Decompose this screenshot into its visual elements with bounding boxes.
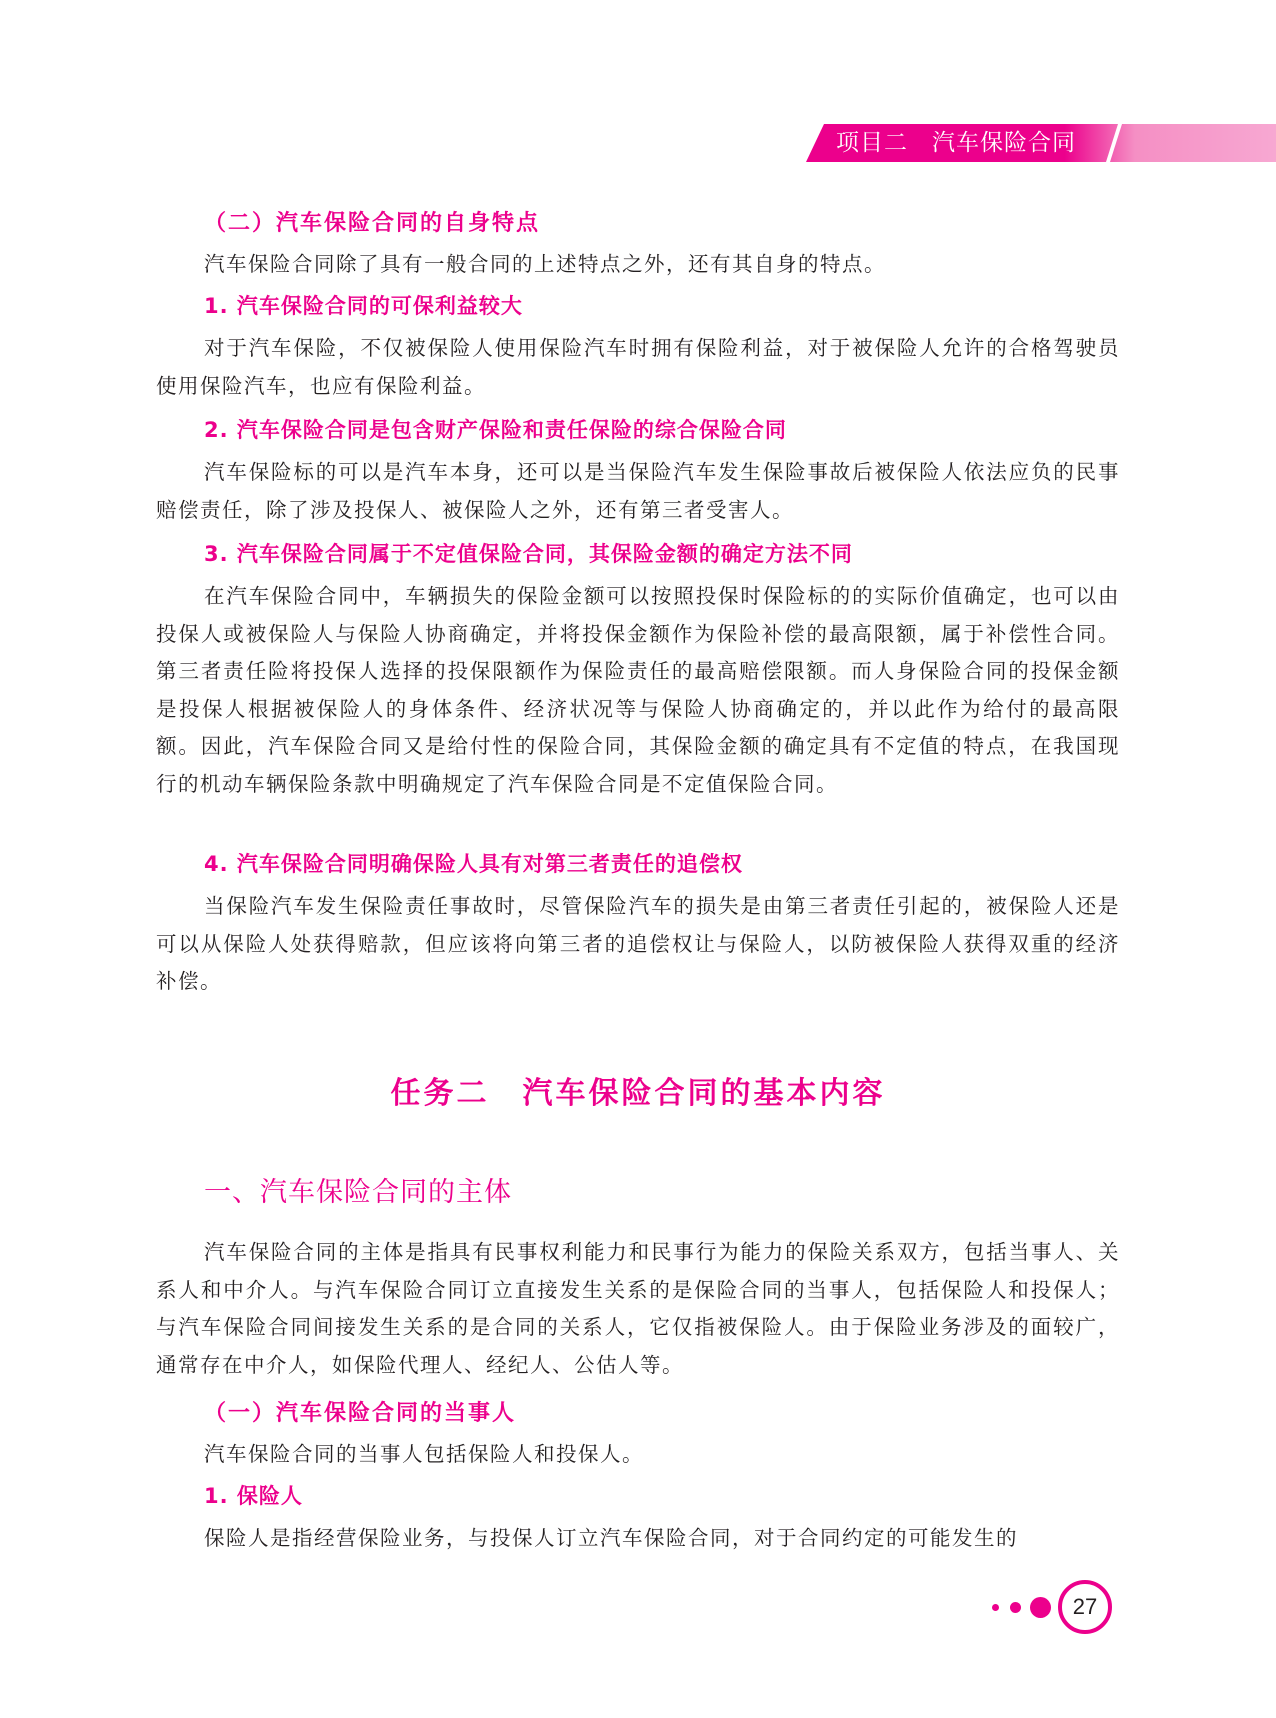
page-number: 27 [1058, 1580, 1112, 1634]
section-title-1: 一、汽车保险合同的主体 [204, 1177, 512, 1208]
page-dot-large-icon [1030, 1597, 1051, 1618]
point-3-title: 3. 汽车保险合同属于不定值保险合同，其保险金额的确定方法不同 [204, 542, 853, 566]
item-1-text: 保险人是指经营保险业务，与投保人订立汽车保险合同，对于合同约定的可能发生的 [204, 1526, 1018, 1550]
item-1-title: 1. 保险人 [204, 1484, 303, 1508]
subsection-intro: 汽车保险合同除了具有一般合同的上述特点之外，还有其自身的特点。 [204, 252, 886, 276]
page-number-badge [990, 1578, 1120, 1642]
subsection-title-2: （二）汽车保险合同的自身特点 [204, 210, 541, 236]
point-3-text: 在汽车保险合同中，车辆损失的保险金额可以按照投保时保险标的的实际价值确定，也可以由投保人或被保险人与保险人协商确定，并将投保金额作为保险补偿的最高限额，属于补偿性合同。第三者责任险将投保人选择的投保限额作为保险责任的最高赔偿限额。而人身保险合同的投保金额是投保人根据被保险人的身体条件、经济状况等与保险人协商确定的，并以此作为给付的最高限额。因此，汽车保险合同又是给付性的保险合同，其保险金额的确定具有不定值的特点，在我国现行的机动车辆保险条款中明确规定了汽车保险合同是不定值保险合同。 [156, 584, 1120, 796]
point-1-title: 1. 汽车保险合同的可保利益较大 [204, 294, 523, 318]
section-1-text: 汽车保险合同的主体是指具有民事权利能力和民事行为能力的保险关系双方，包括当事人、关系人和中介人。与汽车保险合同订立直接发生关系的是保险合同的当事人，包括保险人和投保人；与汽车保险合同间接发生关系的是合同的关系人，它仅指被保险人。由于保险业务涉及的面较广，通常存在中介人，如保险代理人、经纪人、公估人等。 [156, 1240, 1120, 1377]
task-title: 任务二 汽车保险合同的基本内容 [390, 1076, 886, 1111]
subsection-title-1: （一）汽车保险合同的当事人 [204, 1400, 517, 1426]
subsection-1-intro: 汽车保险合同的当事人包括保险人和投保人。 [204, 1442, 644, 1466]
point-4-text: 当保险汽车发生保险责任事故时，尽管保险汽车的损失是由第三者责任引起的，被保险人还是可以从保险人处获得赔款，但应该将向第三者的追偿权让与保险人，以防被保险人获得双重的经济补偿。 [156, 894, 1120, 993]
point-1-text: 对于汽车保险，不仅被保险人使用保险汽车时拥有保险利益，对于被保险人允许的合格驾驶员使用保险汽车，也应有保险利益。 [156, 336, 1120, 398]
point-4-title: 4. 汽车保险合同明确保险人具有对第三者责任的追偿权 [204, 852, 743, 876]
point-2-title: 2. 汽车保险合同是包含财产保险和责任保险的综合保险合同 [204, 418, 787, 442]
point-2-text: 汽车保险标的可以是汽车本身，还可以是当保险汽车发生保险事故后被保险人依法应负的民事赔偿责任，除了涉及投保人、被保险人之外，还有第三者受害人。 [156, 460, 1120, 522]
chapter-header-title: 项目二 汽车保险合同 [836, 130, 1076, 156]
page-dot-small-icon [992, 1604, 999, 1611]
page-dot-medium-icon [1010, 1602, 1021, 1613]
